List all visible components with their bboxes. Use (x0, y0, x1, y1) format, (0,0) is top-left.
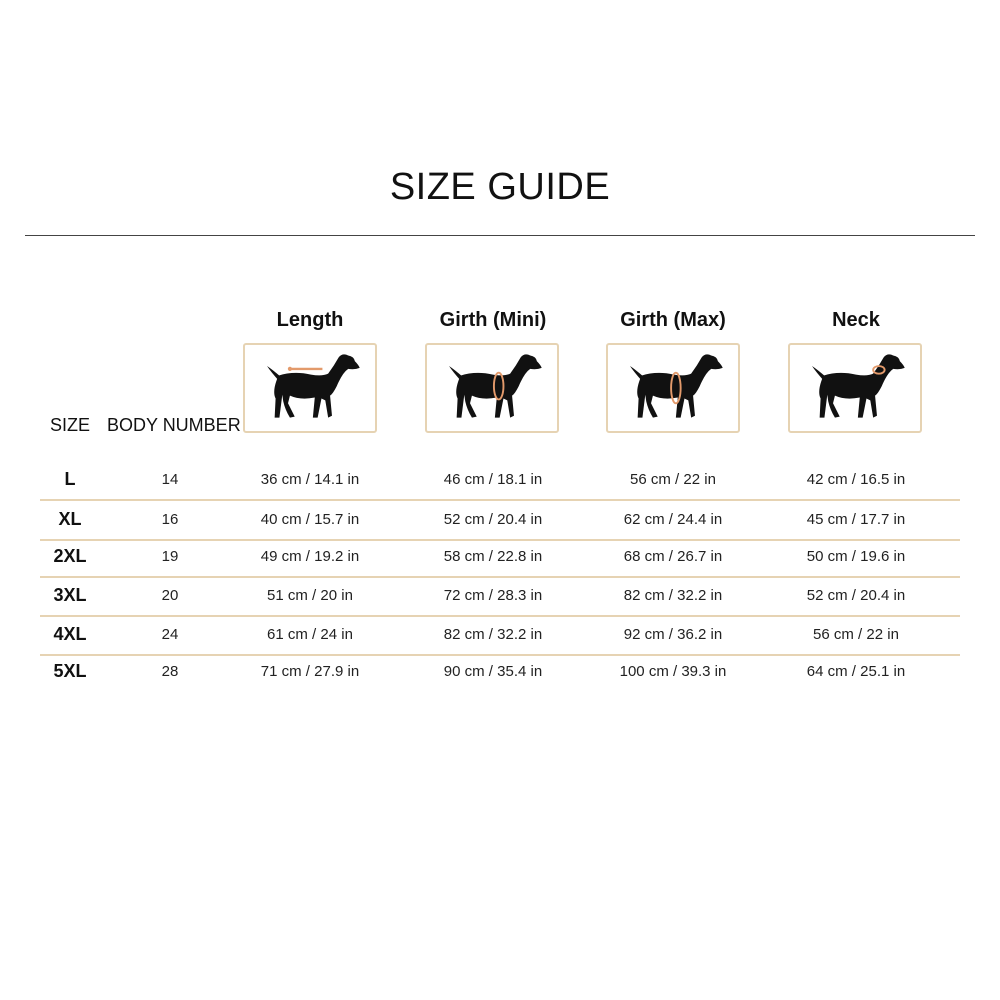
girth-max-cell: 100 cm / 39.3 in (619, 663, 727, 680)
table-row (40, 577, 960, 617)
dog-girth-max-icon (606, 343, 740, 433)
girth-mini-cell: 90 cm / 35.4 in (443, 663, 543, 680)
table-row (40, 538, 960, 578)
dog-neck-icon (788, 343, 922, 433)
header-size: SIZE (50, 415, 91, 435)
body-number-cell: 16 (161, 511, 179, 528)
girth-mini-cell: 46 cm / 18.1 in (443, 471, 543, 488)
header-length: Length (276, 309, 344, 331)
girth-max-cell: 68 cm / 26.7 in (623, 548, 723, 565)
body-number-cell: 19 (161, 548, 179, 565)
table-row (40, 616, 960, 656)
length-cell: 51 cm / 20 in (267, 587, 353, 604)
neck-cell: 64 cm / 25.1 in (806, 663, 906, 680)
length-cell: 71 cm / 27.9 in (260, 663, 360, 680)
dog-girth-mini-icon (425, 343, 559, 433)
neck-cell: 50 cm / 19.6 in (806, 548, 906, 565)
length-cell: 61 cm / 24 in (267, 626, 353, 643)
neck-cell: 52 cm / 20.4 in (806, 587, 906, 604)
body-number-cell: 28 (161, 663, 179, 680)
girth-mini-cell: 58 cm / 22.8 in (443, 548, 543, 565)
neck-cell: 45 cm / 17.7 in (806, 511, 906, 528)
length-cell: 36 cm / 14.1 in (260, 471, 360, 488)
size-cell: XL (58, 509, 82, 529)
table-row (40, 653, 960, 691)
body-number-cell: 20 (161, 587, 179, 604)
body-number-cell: 14 (161, 471, 179, 488)
girth-mini-cell: 52 cm / 20.4 in (443, 511, 543, 528)
girth-max-cell: 56 cm / 22 in (630, 471, 716, 488)
header-neck: Neck (832, 309, 880, 331)
girth-mini-cell: 82 cm / 32.2 in (443, 626, 543, 643)
table-row (40, 461, 960, 501)
girth-mini-cell: 72 cm / 28.3 in (443, 587, 543, 604)
table-row (40, 501, 960, 541)
dog-length-icon (243, 343, 377, 433)
body-number-cell: 24 (161, 626, 179, 643)
size-cell: 5XL (53, 661, 87, 681)
title-divider (25, 235, 975, 236)
size-cell: 4XL (53, 624, 87, 644)
length-cell: 49 cm / 19.2 in (260, 548, 360, 565)
header-girth-max: Girth (Max) (620, 309, 726, 331)
girth-max-cell: 62 cm / 24.4 in (623, 511, 723, 528)
length-cell: 40 cm / 15.7 in (260, 511, 360, 528)
girth-max-cell: 82 cm / 32.2 in (623, 587, 723, 604)
page-title: SIZE GUIDE (389, 166, 611, 208)
neck-cell: 56 cm / 22 in (813, 626, 899, 643)
girth-max-cell: 92 cm / 36.2 in (623, 626, 723, 643)
size-cell: L (64, 469, 76, 489)
header-body-number: BODY NUMBER (107, 415, 241, 435)
size-cell: 3XL (53, 585, 87, 605)
size-cell: 2XL (53, 546, 87, 566)
neck-cell: 42 cm / 16.5 in (806, 471, 906, 488)
header-girth-mini: Girth (Mini) (439, 309, 547, 331)
